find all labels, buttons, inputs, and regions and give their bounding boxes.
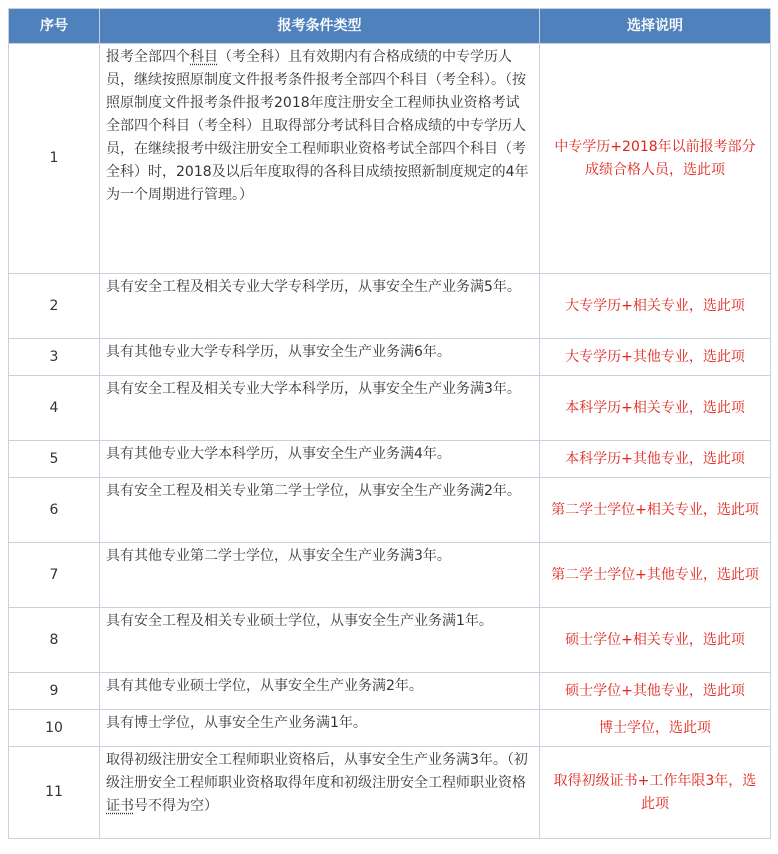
row-selection-note: 硕士学位+其他专业，选此项 (540, 673, 771, 710)
row-selection-note: 本科学历+其他专业，选此项 (540, 441, 771, 478)
header-selection-note: 选择说明 (540, 9, 771, 44)
row-selection-note: 中专学历+2018年以前报考部分成绩合格人员，选此项 (540, 44, 771, 274)
exam-conditions-table (8, 8, 771, 839)
table-header-row (9, 9, 771, 44)
row-condition: 具有其他专业大学专科学历，从事安全生产业务满6年。 (100, 339, 540, 376)
row-index: 4 (9, 376, 100, 441)
row-selection-note: 博士学位，选此项 (540, 710, 771, 747)
row-condition: 具有其他专业大学本科学历，从事安全生产业务满4年。 (100, 441, 540, 478)
header-index: 序号 (9, 9, 100, 44)
header-condition-type: 报考条件类型 (100, 9, 540, 44)
row-selection-note: 大专学历+其他专业，选此项 (540, 339, 771, 376)
row-index: 6 (9, 478, 100, 543)
condition-link-text: 证书 (106, 798, 134, 814)
table-row (9, 376, 771, 441)
row-index: 5 (9, 441, 100, 478)
table-row (9, 608, 771, 673)
row-selection-note: 本科学历+相关专业，选此项 (540, 376, 771, 441)
condition-text: 号不得为空） (134, 798, 218, 814)
row-index: 7 (9, 543, 100, 608)
condition-text: （考全科）且有效期内有合格成绩的中专学历人员，继续按照原制度文件报考条件报考全部四个科目（考全科）。（按照原制度文件报考条件报考2018年度注册安全工程师执业资格考试全部四个科目（考全科）且取得部分考试科目合格成绩的中专学历人员，在继续报考中级注册安全工程师职业资格考试全部四个科目（考全科）时，2018及以后年度取得的各科目成绩按照新制度规定的4年为一个周期进行管理。） (106, 49, 529, 203)
row-selection-note: 取得初级证书+工作年限3年，选此项 (540, 747, 771, 839)
row-selection-note: 第二学士学位+其他专业，选此项 (540, 543, 771, 608)
condition-text: 取得初级注册安全工程师职业资格后，从事安全生产业务满3年。（初级注册安全工程师职业资格取得年度和初级注册安全工程师职业资格 (106, 752, 528, 791)
row-index: 3 (9, 339, 100, 376)
table-row (9, 478, 771, 543)
row-index: 10 (9, 710, 100, 747)
table-row (9, 673, 771, 710)
table-row (9, 274, 771, 339)
row-condition: 具有博士学位，从事安全生产业务满1年。 (100, 710, 540, 747)
row-condition: 具有安全工程及相关专业大学专科学历，从事安全生产业务满5年。 (100, 274, 540, 339)
table-row (9, 710, 771, 747)
row-condition: 具有安全工程及相关专业第二学士学位，从事安全生产业务满2年。 (100, 478, 540, 543)
table-row (9, 339, 771, 376)
table-row (9, 441, 771, 478)
row-condition: 具有其他专业硕士学位，从事安全生产业务满2年。 (100, 673, 540, 710)
row-condition: 具有其他专业第二学士学位，从事安全生产业务满3年。 (100, 543, 540, 608)
table-row (9, 44, 771, 274)
row-condition: 具有安全工程及相关专业大学本科学历，从事安全生产业务满3年。 (100, 376, 540, 441)
row-selection-note: 大专学历+相关专业，选此项 (540, 274, 771, 339)
condition-link-text: 科目 (190, 49, 218, 65)
table-row (9, 747, 771, 839)
row-index: 1 (9, 44, 100, 274)
row-selection-note: 硕士学位+相关专业，选此项 (540, 608, 771, 673)
row-index: 11 (9, 747, 100, 839)
row-index: 9 (9, 673, 100, 710)
row-condition (100, 747, 540, 839)
row-index: 8 (9, 608, 100, 673)
table-row (9, 543, 771, 608)
row-condition: 具有安全工程及相关专业硕士学位，从事安全生产业务满1年。 (100, 608, 540, 673)
row-condition (100, 44, 540, 274)
row-selection-note: 第二学士学位+相关专业，选此项 (540, 478, 771, 543)
condition-text: 报考全部四个 (106, 49, 190, 65)
row-index: 2 (9, 274, 100, 339)
